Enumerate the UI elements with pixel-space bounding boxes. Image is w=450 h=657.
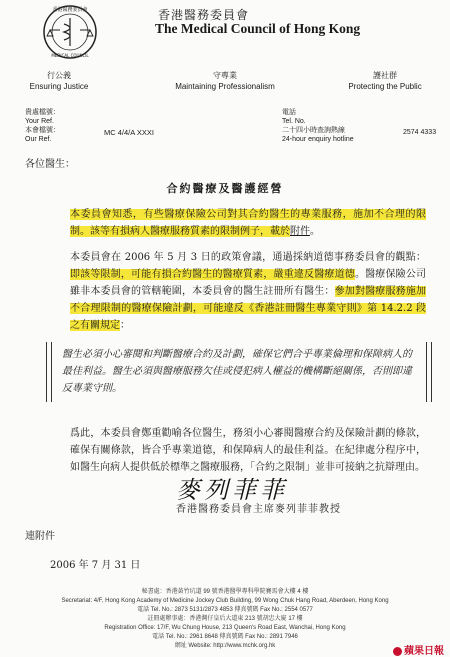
motto-en: Ensuring Justice [29, 82, 89, 91]
our-ref-zh: 本會檔號： [25, 127, 60, 134]
our-ref-en: Our Ref. [25, 136, 52, 143]
paragraph-1-end: 。 [310, 226, 320, 237]
reference-labels [25, 108, 60, 144]
paragraph-2-middle: 。醫療保險公司雖非本委員會的管轄範圍，本委員會的醫生註冊所有醫生： [70, 269, 427, 297]
paragraph-2-end: ： [120, 320, 130, 331]
motto-zh: 行公義 [47, 71, 71, 80]
hotline-number: 2574 4333 [403, 129, 437, 136]
paragraph-2-start: 本委員會在 2006 年 5 月 3 日的政策會議，通過採納道德事務委員會的觀點： [70, 252, 426, 263]
telephone-labels [282, 108, 354, 144]
footer-line: 註冊處辦事處：香港灣仔皇后大道東 213 號胡忠大廈 17 樓 [147, 616, 303, 622]
motto-public [325, 70, 445, 92]
quote-mark-left [46, 342, 52, 402]
salutation: 各位醫生： [25, 159, 75, 170]
motto-justice [4, 70, 114, 92]
paragraph-3: 爲此，本委員會鄭重勸喻各位醫生，務須小心審閱醫療合約及保險計劃的條款，確保有關條款，皆合乎專業道德，和保障病人的最佳利益。在紀律處分程序中，如醫生向病人提供低於標準之醫療服務，「合約之限制」並非可接納之抗辯理由。 [70, 428, 426, 473]
motto-zh: 護社群 [373, 71, 397, 80]
motto-zh: 守專業 [213, 71, 237, 80]
footer-line: 電話 Tel. No.: 2873 5131/2873 4853 傳真號碼 Fax No.: 2554 0577 [137, 607, 313, 613]
paragraph-2 [70, 249, 426, 334]
council-title-chinese: 香港醫務委員會 [158, 8, 250, 22]
footer-line: Registration Office: 17/F, Wu Chung House, 213 Queen's Road East, Wanchai, Hong Kong [104, 625, 346, 631]
caduceus-icon [64, 18, 70, 46]
quote-mark-right [426, 342, 432, 402]
handwritten-signature: 麥列菲菲 [176, 476, 288, 504]
signer-name: 香港醫務委員會主席麥列菲菲教授 [176, 504, 341, 515]
council-title-english: The Medical Council of Hong Kong [155, 21, 361, 36]
your-ref-zh: 貴處檔號： [25, 109, 60, 116]
our-ref-value: MC 4/4/A XXXI [104, 128, 155, 137]
letter-subject: 合約醫療及醫護經營 [166, 182, 284, 195]
letter-date: 2006 年 7 月 31 日 [50, 560, 141, 571]
footer-line: Secretariat: 4/F, Hong Kong Academy of Medicine Jockey Club Building, 99 Wong Chuk Hang Road, Aberdeen, Hong Kong [61, 598, 389, 604]
your-ref-en: Your Ref. [25, 118, 54, 125]
hotline-en: 24-hour enquiry hotline [282, 136, 354, 143]
motto-en: Protecting the Public [348, 82, 422, 91]
footer-line: 秘書處：香港黃竹坑道 99 號香港醫學專科學院賽馬會大樓 4 樓 [141, 589, 309, 595]
footer-address [0, 588, 450, 651]
enclosure-reference: 附件 [290, 226, 310, 237]
footer-line: 電話 Tel. No.: 2961 8648 傳真號碼 Fax No.: 2891 7946 [152, 634, 298, 640]
enclosure-note: 連附件 [25, 531, 55, 542]
tel-zh: 電話 [282, 109, 296, 116]
council-seal [20, 2, 140, 62]
motto-professionalism [150, 70, 300, 92]
motto-en: Maintaining Professionalism [175, 82, 275, 91]
svg-text:MEDICAL COUNCIL: MEDICAL COUNCIL [51, 53, 89, 58]
svg-text:香港醫務委員會: 香港醫務委員會 [52, 7, 88, 13]
footer-line: 網址 Website: http://www.mchk.org.hk [174, 643, 276, 649]
paragraph-2-highlight-2: 參加對醫療服務施加不合理限制的醫療保險計劃，可能違反《香港註冊醫生專業守則》第 14.2.2 段之有關規定 [70, 286, 427, 331]
paragraph-1 [70, 206, 426, 240]
watermark-text: 蘋果日報 [404, 646, 444, 657]
apple-icon [393, 647, 402, 656]
newspaper-watermark [393, 642, 444, 657]
code-quote-text: 醫生必須小心審閱和判斷醫療合約及計劃，確保它們合乎專業倫理和保障病人的最佳利益。醫生必須與醫療服務欠佳或侵犯病人權益的機構斷絕關係，否則即違反專業守則。 [62, 349, 412, 394]
paragraph-2-highlight-1: 即該等限制，可能有損合約醫生的醫療質素，嚴重違反醫療道德 [70, 269, 355, 280]
hotline-zh: 二十四小時查詢熱線 [282, 127, 345, 134]
paragraph-1-highlight: 本委員會知悉，有些醫療保險公司對其合約醫生的專業服務，施加不合理的限制。該等有損病人醫療服務質素的限制例子，載於 [70, 209, 426, 237]
tel-en: Tel. No. [282, 118, 306, 125]
